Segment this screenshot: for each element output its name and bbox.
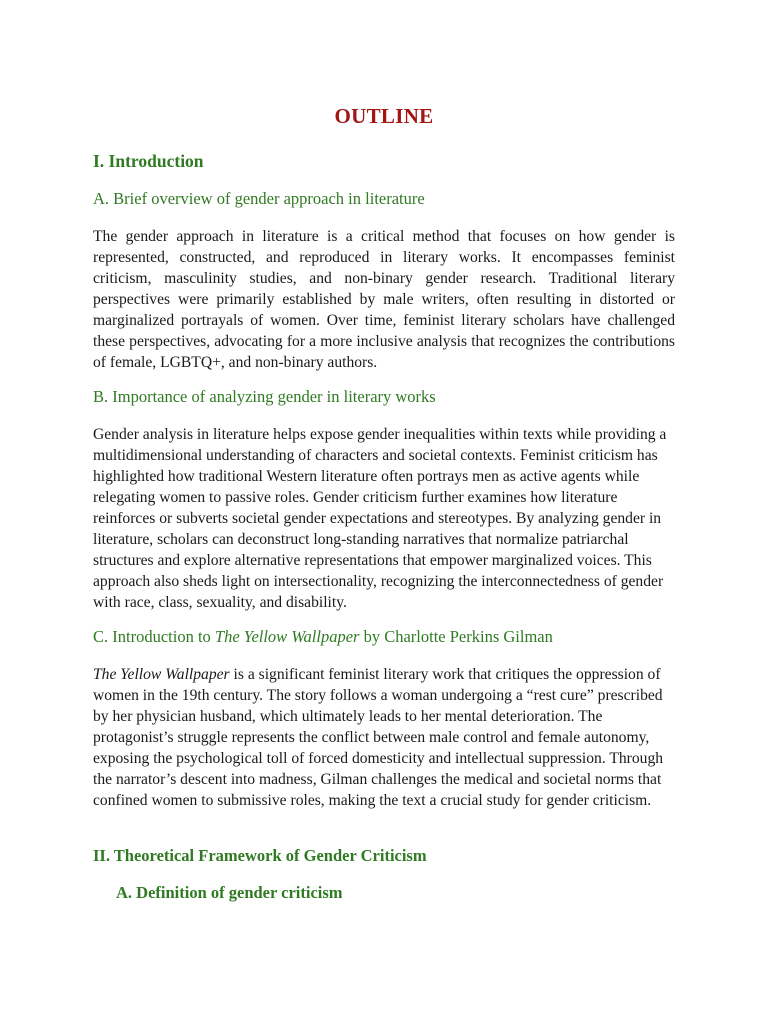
subheading-yellow-wallpaper: [93, 627, 553, 647]
work-title-inline: The Yellow Wallpaper: [93, 666, 230, 683]
subheading-suffix: by Charlotte Perkins Gilman: [359, 627, 553, 646]
subheading-prefix: C. Introduction to: [93, 627, 215, 646]
work-title: The Yellow Wallpaper: [214, 627, 360, 646]
page-title: OUTLINE: [334, 104, 434, 128]
paragraph-yellow-wallpaper-text: is a significant feminist literary work that critiques the oppression of women in the 19th century. The story follows a woman undergoing a “rest cure” prescribed by her physician husband, which ultimately leads to her mental deterioration. The protagonist’s struggle represents the conflict between male control and female autonomy, exposing the psychological toll of forced domesticity and intellectual suppression. Through the narrator’s descent into madness, Gilman challenges the medical and societal norms that confined women to submissive roles, making the text a crucial study for gender criticism.: [93, 666, 664, 809]
subheading-definition: A. Definition of gender criticism: [116, 883, 343, 902]
section-heading-introduction: I. Introduction: [93, 151, 204, 171]
subheading-overview: A. Brief overview of gender approach in literature: [93, 189, 425, 208]
paragraph-yellow-wallpaper: [93, 664, 675, 811]
paragraph-overview: The gender approach in literature is a critical method that focuses on how gender is represented, constructed, and reproduced in literary works. It encompasses feminist criticism, masculinity studies, and non-binary gender research. Traditional literary perspectives were primarily established by male writers, often resulting in distorted or marginalized portrayals of women. Over time, feminist literary scholars have challenged these perspectives, advocating for a more inclusive analysis that recognizes the contributions of female, LGBTQ+, and non-binary authors.: [93, 228, 675, 371]
paragraph-importance: Gender analysis in literature helps expose gender inequalities within texts while providing a multidimensional understanding of characters and societal contexts. Feminist criticism has highlighted how traditional Western literature often portrays men as active agents while relegating women to passive roles. Gender criticism further examines how literature reinforces or subverts societal gender expectations and stereotypes. By analyzing gender in literature, scholars can deconstruct long-standing narratives that normalize patriarchal structures and explore alternative representations that empower marginalized voices. This approach also sheds light on intersectionality, recognizing the interconnectedness of gender with race, class, sexuality, and disability.: [93, 426, 667, 611]
section-heading-framework: II. Theoretical Framework of Gender Criticism: [93, 846, 427, 865]
subheading-importance: B. Importance of analyzing gender in literary works: [93, 387, 436, 406]
